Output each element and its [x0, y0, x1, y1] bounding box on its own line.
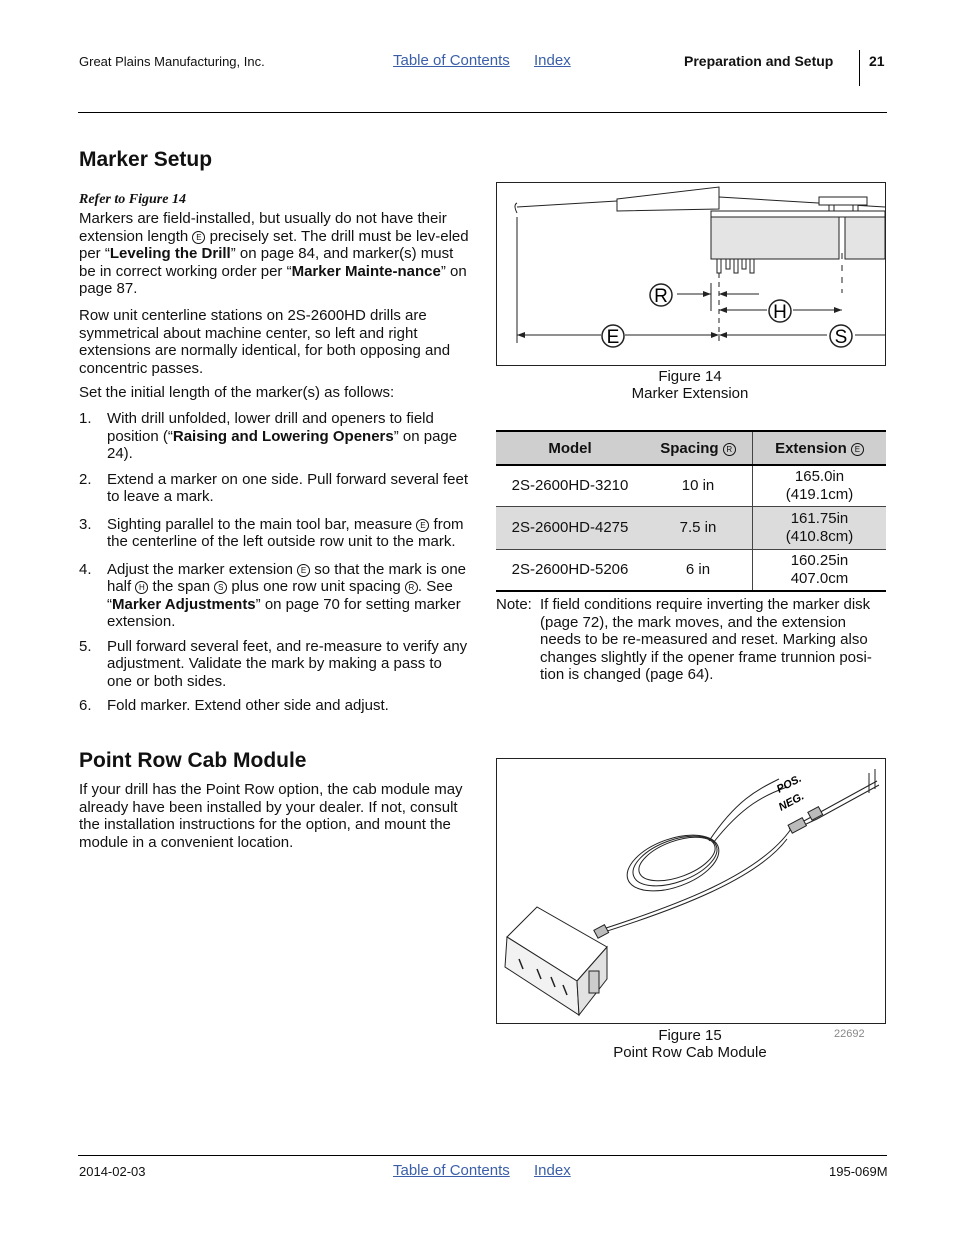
label-r: R: [654, 286, 668, 307]
figure-14-caption: Figure 14 Marker Extension: [631, 368, 749, 402]
step-1: 1. With drill unfolded, lower drill and openers to field position (“Raising and Lowering Openers” on page 24).: [79, 410, 458, 462]
marker-paragraph-1: Markers are field-installed, but usually do not have their extension length E precisely set. The drill must be lev-eled per “Leveling the Drill” on page 84, and marker(s) must be in correct working order per “Marker Mainte-nance” on page 87.: [79, 210, 469, 297]
toc-link-bottom[interactable]: Table of Contents: [393, 1162, 510, 1179]
marker-extension-diagram: [497, 183, 885, 365]
leveling-link[interactable]: Leveling the Drill: [109, 245, 231, 262]
step-2: 2. Extend a marker on one side. Pull forward several feet to leave a mark.: [79, 470, 469, 505]
table-row: 2S-2600HD-4275 7.5 in 161.75in (410.8cm): [496, 507, 886, 550]
header-divider: [859, 50, 860, 86]
figure-15-code: 22692: [834, 1028, 865, 1040]
table-row: 2S-2600HD-3210 10 in 165.0in (419.1cm): [496, 465, 886, 507]
step-6: 6. Fold marker. Extend other side and adjust.: [79, 697, 389, 714]
col-model: Model: [496, 431, 644, 465]
pos-label: POS.: [774, 772, 804, 796]
index-link-top[interactable]: Index: [534, 52, 571, 69]
raising-lowering-link[interactable]: Raising and Lowering Openers: [172, 427, 394, 445]
step-3: 3. Sighting parallel to the main tool bar, measure E from the centerline of the left outside row unit to the mark.: [79, 515, 464, 550]
label-h: H: [773, 302, 787, 323]
footer-date: 2014-02-03: [79, 1164, 146, 1179]
index-link-bottom[interactable]: Index: [534, 1162, 571, 1179]
figure-15-caption: Figure 15 Point Row Cab Module: [613, 1027, 767, 1061]
point-row-heading: Point Row Cab Module: [79, 749, 307, 772]
marker-maintenance-link[interactable]: Marker Mainte-nance: [291, 262, 441, 280]
col-extension: Extension E: [753, 431, 887, 465]
cab-module-diagram: [497, 759, 885, 1023]
figure-14-marker-extension: [496, 182, 886, 366]
figure-15-cab-module: [496, 758, 886, 1024]
marker-paragraph-2: Row unit centerline stations on 2S-2600HD drills are symmetrical about machine center, so left and right extensions are normally identical, for both opposing and concentric passes.: [79, 307, 451, 377]
footer-doc-number: 195-069M: [829, 1164, 888, 1179]
marker-setup-heading: Marker Setup: [79, 148, 213, 171]
marker-steps: [79, 410, 469, 715]
label-e: E: [606, 327, 620, 348]
marker-adjustments-link[interactable]: Marker Adjustments: [112, 595, 256, 613]
section-title: Preparation and Setup: [684, 53, 834, 69]
note-text: If field conditions require inverting the marker disk (page 72), the mark moves, and the extension needs to be re-measured and reset. Marking also changes slightly if the opener frame trunnion posi-tion is changed (page 64).: [540, 596, 872, 683]
label-s: S: [834, 327, 848, 348]
page-number: 21: [869, 53, 885, 69]
marker-paragraph-3: Set the initial length of the marker(s) as follows:: [79, 384, 395, 401]
refer-figure: Refer to Figure 14: [79, 192, 186, 207]
table-row: 2S-2600HD-5206 6 in 160.25in 407.0cm: [496, 550, 886, 592]
header-rule: [78, 112, 887, 113]
note-label: Note:: [496, 596, 532, 613]
step-4: 4. Adjust the marker extension E so that the mark is one half H the span S plus one row unit spacing R . See “Marker Adjustments” on page 70 for setting marker extension.: [79, 560, 467, 630]
step-5: 5. Pull forward several feet, and re-measure to verify any adjustment. Validate the mark by making a pass to one or both sides.: [79, 637, 468, 690]
col-spacing: Spacing R: [644, 431, 753, 465]
marker-extension-table: [496, 430, 886, 592]
point-row-paragraph: If your drill has the Point Row option, the cab module may already have been installed by your dealer. If not, consult the installation instructions for the option, and mount the module in a convenient location.: [79, 781, 463, 851]
company-name: Great Plains Manufacturing, Inc.: [79, 54, 265, 69]
toc-link-top[interactable]: Table of Contents: [393, 52, 510, 69]
symbol-e: E: [192, 231, 205, 244]
footer-rule: [78, 1155, 887, 1156]
neg-label: NEG.: [776, 790, 807, 814]
